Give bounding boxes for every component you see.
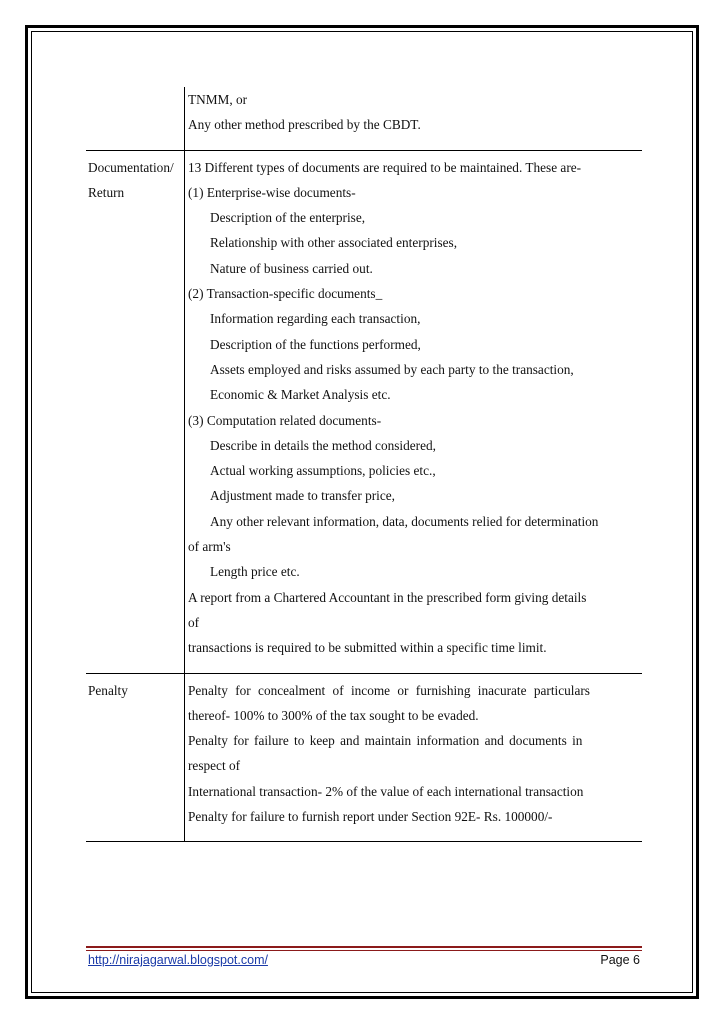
penalty-line: respect of xyxy=(188,758,241,774)
table-row xyxy=(86,87,642,150)
row-content xyxy=(185,150,643,673)
footer-divider xyxy=(86,946,642,948)
section-heading: (3) Computation related documents- xyxy=(188,412,382,428)
list-item: Describe in details the method considered, xyxy=(210,437,436,453)
penalty-line: Penalty for failure to keep and maintain information and documents in xyxy=(188,733,583,749)
list-item: Assets employed and risks assumed by each party to the transaction, xyxy=(210,361,574,377)
text-line: TNMM, or xyxy=(188,92,248,107)
intro-line: 13 Different types of documents are required to be maintained. These are- xyxy=(188,159,582,175)
penalty-line: International transaction- 2% of the value of each international transaction xyxy=(188,783,584,799)
row-label xyxy=(86,150,185,673)
section-heading: (2) Transaction-specific documents_ xyxy=(188,286,383,302)
penalty-line: thereof- 100% to 300% of the tax sought to be evaded. xyxy=(188,707,479,723)
table-row xyxy=(86,673,642,842)
list-item: Adjustment made to transfer price, xyxy=(210,488,395,504)
penalty-line: Penalty for concealment of income or furnishing inacurate particulars xyxy=(188,682,590,698)
list-item: Length price etc. xyxy=(210,564,300,580)
list-item: Nature of business carried out. xyxy=(210,260,373,276)
list-item: Description of the functions performed, xyxy=(210,336,421,352)
row-label xyxy=(86,673,185,842)
table-row xyxy=(86,150,642,673)
list-item: Any other relevant information, data, documents relied for determination xyxy=(210,513,599,529)
content-table xyxy=(86,87,642,842)
penalty-line: Penalty for failure to furnish report under Section 92E- Rs. 100000/- xyxy=(188,809,553,825)
label-line: Documentation/ xyxy=(88,159,174,175)
list-item: Actual working assumptions, policies etc., xyxy=(210,463,436,479)
list-item: Relationship with other associated enterprises, xyxy=(210,235,458,251)
row-content xyxy=(185,673,643,842)
list-item: Description of the enterprise, xyxy=(210,210,366,226)
label-line: Penalty xyxy=(88,682,128,698)
row-label xyxy=(86,87,185,150)
row-content xyxy=(185,87,643,150)
footer-divider-thin xyxy=(86,950,642,951)
report-line: of xyxy=(188,614,200,630)
list-item: Information regarding each transaction, xyxy=(210,311,421,327)
report-line: transactions is required to be submitted within a specific time limit. xyxy=(188,640,547,656)
section-heading: (1) Enterprise-wise documents- xyxy=(188,184,356,200)
page-number: Page 6 xyxy=(600,953,640,967)
continuation-line: of arm's xyxy=(188,539,231,555)
list-item: Economic & Market Analysis etc. xyxy=(210,387,391,403)
report-line: A report from a Chartered Accountant in the prescribed form giving details xyxy=(188,589,587,605)
label-line: Return xyxy=(88,184,125,200)
footer-link[interactable]: http://nirajagarwal.blogspot.com/ xyxy=(88,953,268,967)
text-line: Any other method prescribed by the CBDT. xyxy=(188,117,421,133)
